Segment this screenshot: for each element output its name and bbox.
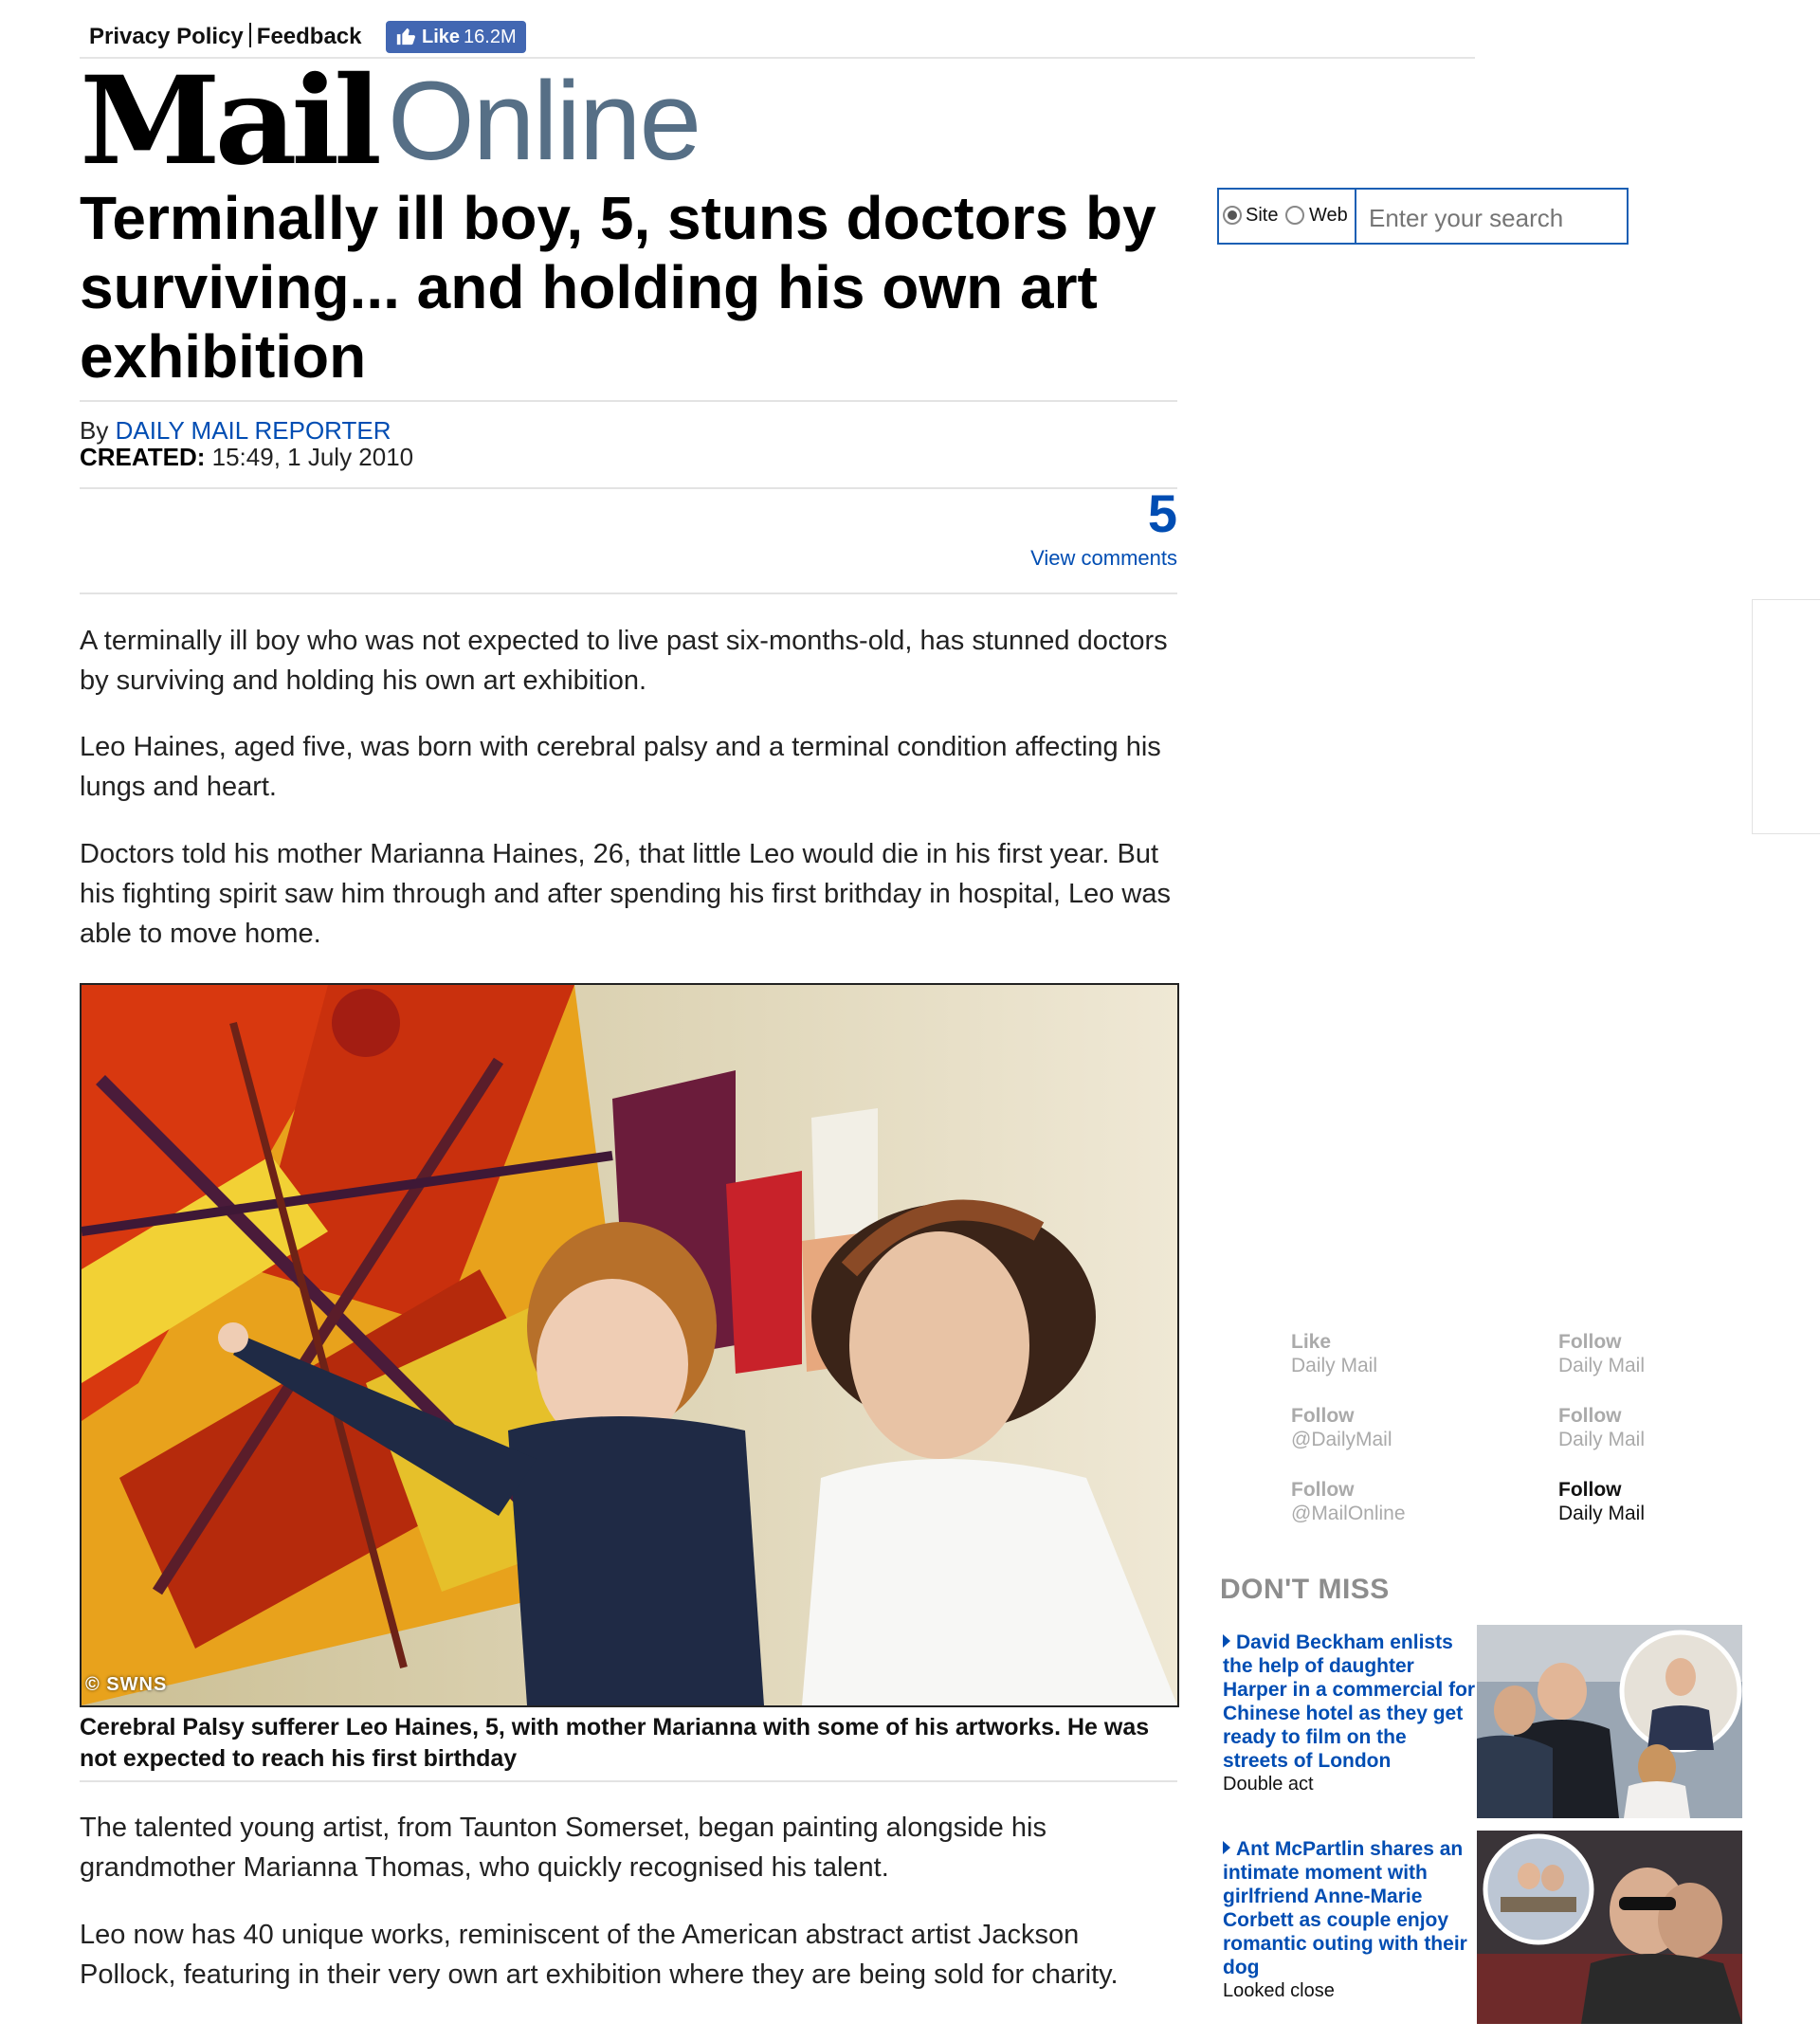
dont-miss-title: DON'T MISS — [1220, 1574, 1390, 1605]
dont-miss-link[interactable] — [1223, 1631, 1477, 1773]
social-target: @MailOnline — [1291, 1503, 1406, 1524]
social-action: Follow — [1291, 1405, 1355, 1427]
image-caption: Cerebral Palsy sufferer Leo Haines, 5, with mother Marianna with some of his artworks. He was not expected to reach his first birthday — [80, 1714, 1150, 1772]
social-action: Follow — [1558, 1405, 1622, 1427]
feedback-link[interactable]: Feedback — [256, 24, 362, 49]
social-target: Daily Mail — [1558, 1503, 1646, 1524]
dont-miss-sub: Double act — [1223, 1774, 1314, 1795]
search-input[interactable] — [1367, 203, 1617, 234]
logo-mail-text: Mail — [80, 50, 376, 192]
social-follow-3[interactable] — [1558, 1404, 1645, 1451]
dont-miss-thumbnail[interactable] — [1477, 1831, 1742, 2024]
like-label: Like — [422, 27, 461, 47]
web-radio-label: Web — [1309, 205, 1348, 226]
social-target: Daily Mail — [1558, 1355, 1646, 1376]
social-action: Follow — [1558, 1331, 1622, 1353]
facebook-like-button[interactable] — [386, 21, 526, 53]
social-target: @DailyMail — [1291, 1429, 1392, 1450]
search-box — [1217, 188, 1629, 245]
image-credit: © SWNS — [85, 1674, 168, 1695]
arrow-right-icon — [1223, 1841, 1230, 1854]
site-radio-label: Site — [1246, 205, 1279, 226]
social-follow-1[interactable] — [1558, 1330, 1645, 1377]
social-follow-twitter-mailonline[interactable] — [1291, 1478, 1406, 1525]
dont-miss-sub: Looked close — [1223, 1980, 1335, 2001]
dont-miss-item[interactable] — [1223, 1631, 1477, 1795]
dont-miss-thumbnail[interactable] — [1477, 1625, 1742, 1818]
dont-miss-link[interactable] — [1223, 1837, 1477, 1979]
view-comments-link[interactable]: View comments — [1030, 546, 1177, 570]
mcpartlin-photo — [1477, 1831, 1742, 2024]
divider — [80, 487, 1177, 489]
article-headline: Terminally ill boy, 5, stuns doctors by surviving... and holding his own art exhibition — [80, 184, 1156, 391]
social-follow-twitter-dailymail[interactable] — [1291, 1404, 1392, 1451]
social-like-facebook[interactable] — [1291, 1330, 1377, 1377]
article-image[interactable] — [80, 983, 1179, 1707]
site-radio[interactable] — [1223, 206, 1242, 225]
logo-online-text: Online — [388, 59, 701, 184]
comment-count[interactable]: 5 — [1147, 483, 1177, 543]
social-target: Daily Mail — [1558, 1429, 1646, 1450]
dont-miss-item[interactable] — [1223, 1837, 1477, 2002]
exhibition-photo — [82, 985, 1177, 1705]
privacy-policy-link[interactable]: Privacy Policy — [89, 24, 244, 49]
by-prefix: By — [80, 416, 109, 445]
dont-miss-headline: David Beckham enlists the help of daughter Harper in a commercial for Chinese hotel as they get ready to film on the streets of London — [1223, 1631, 1476, 1772]
beckham-photo — [1477, 1625, 1742, 1818]
side-panel — [1752, 599, 1820, 834]
created-label: CREATED: — [80, 443, 206, 471]
search-scope — [1219, 190, 1356, 243]
divider — [80, 1780, 1177, 1782]
created-date: 15:49, 1 July 2010 — [211, 443, 414, 471]
web-radio[interactable] — [1285, 206, 1304, 225]
social-target: Daily Mail — [1291, 1355, 1378, 1376]
thumbs-up-icon — [395, 26, 416, 46]
social-action: Follow — [1558, 1479, 1622, 1501]
link-divider — [249, 23, 251, 47]
article-paragraph: The talented young artist, from Taunton Somerset, began painting alongside his grandmother Marianna Thomas, who quickly recognised his talent. — [80, 1813, 1046, 1883]
divider — [80, 400, 1177, 402]
site-logo[interactable] — [80, 50, 701, 192]
social-action: Like — [1291, 1331, 1332, 1353]
author-link[interactable]: DAILY MAIL REPORTER — [115, 416, 391, 445]
arrow-right-icon — [1223, 1634, 1230, 1648]
article-paragraph: Leo Haines, aged five, was born with cerebral palsy and a terminal condition affecting his lungs and heart. — [80, 732, 1161, 802]
article-paragraph: A terminally ill boy who was not expected to live past six-months-old, has stunned doctors by surviving and holding his own art exhibition. — [80, 626, 1168, 696]
byline — [80, 417, 413, 470]
divider — [80, 592, 1177, 594]
like-count: 16.2M — [464, 27, 517, 47]
social-action: Follow — [1291, 1479, 1355, 1501]
article-paragraph: Leo now has 40 unique works, reminiscent of the American abstract artist Jackson Pollock, featuring in their very own art exhibition where they are being sold for charity. — [80, 1920, 1119, 1990]
social-follow-5[interactable] — [1558, 1478, 1645, 1525]
dont-miss-headline: Ant McPartlin shares an intimate moment with girlfriend Anne-Marie Corbett as couple enjoy romantic outing with their dog — [1223, 1838, 1467, 1978]
top-links — [89, 23, 362, 50]
article-paragraph: Doctors told his mother Marianna Haines, 26, that little Leo would die in his first year. But his fighting spirit saw him through and after spending his first brithday in hospital, Leo was able to move home. — [80, 839, 1171, 949]
